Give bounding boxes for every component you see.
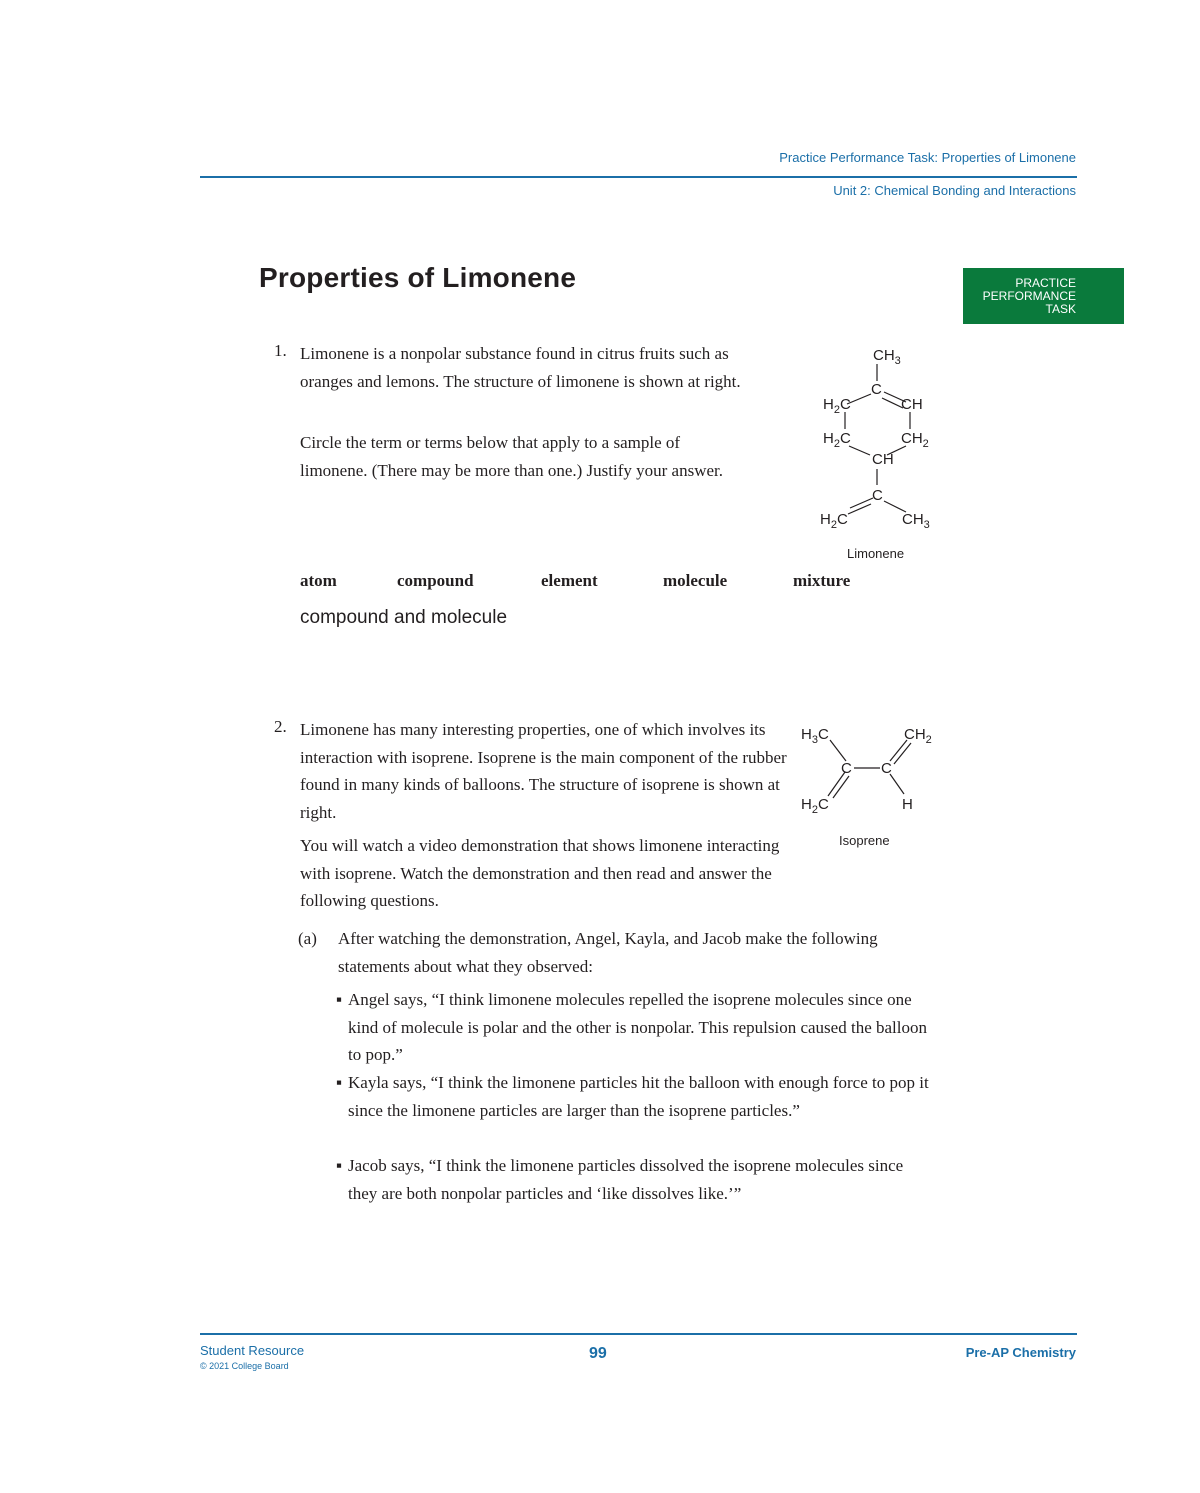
atom-h3c: $H_3C$ [801,726,829,746]
atom-ch2-right-lower: $CH_2$ [901,430,929,450]
isoprene-caption: Isoprene [839,833,890,848]
atom-c-right: C [881,760,892,777]
question-1-number: 1. [274,341,287,360]
page-title: Properties of Limonene [259,262,577,293]
limonene-structure-diagram [800,338,960,568]
atom-c-top: C [871,381,882,398]
question-2-number: 2. [274,717,287,736]
footer-divider [200,1333,1077,1335]
bullet-angel [336,986,936,1069]
bond-h2c-ch [849,446,870,455]
atom-h2c-lower: $H_2C$ [823,430,851,450]
header-divider [200,176,1077,178]
bullet-jacob-text: Jacob says, “I think the limonene particles dissolved the isoprene molecules since they are both nonpolar particles and ‘like dissolves like.’” [348,1156,904,1203]
bond-c-h2c-double-outer [848,504,871,514]
atom-h: H [902,796,913,813]
badge-line-2: PERFORMANCE [982,289,1076,303]
bond-h3c-c [830,740,846,761]
atom-h2c: $H_2C$ [801,796,829,816]
question-2-paragraph-1: Limonene has many interesting properties, one of which involves its interaction with isoprene. Isoprene is the main component of the rubber found in many kinds of balloons. The structure of isoprene is shown at right. [300,720,787,822]
term-mixture[interactable]: mixture [793,571,851,590]
part-a-label: (a) [298,929,317,948]
atom-ch3-top: $CH_3$ [873,347,901,367]
question-2-paragraph-2: You will watch a video demonstration that shows limonene interacting with isoprene. Watch the demonstration and then read and answer the following questions. [300,836,780,911]
bullet-kayla [336,1069,936,1124]
question-1-paragraph-2: Circle the term or terms below that apply to a sample of limonene. (There may be more than one.) Justify your answer. [300,433,723,480]
question-1-answer-field[interactable]: compound and molecule [300,607,508,628]
badge-line-1: PRACTICE [1015,276,1076,290]
term-atom[interactable]: atom [300,571,337,590]
atom-ch-bottom: CH [872,451,894,468]
bullet-jacob [336,1152,936,1207]
term-compound[interactable]: compound [397,571,474,590]
bullet-marker: ▪ [336,1073,343,1092]
footer-course-name: Pre-AP Chemistry [965,1345,1076,1360]
header-unit: Unit 2: Chemical Bonding and Interactions [833,183,1076,198]
bond-c-h2c-double-inner [833,776,849,798]
part-a-text: After watching the demonstration, Angel, Kayla, and Jacob make the following statements about what they observed: [338,929,878,976]
limonene-caption: Limonene [847,546,905,561]
atom-ch-right-upper: CH [901,396,923,413]
bullet-angel-text: Angel says, “I think limonene molecules repelled the isoprene molecules since one kind of molecule is polar and the other is nonpolar. This repulsion caused the balloon to pop.” [348,990,927,1065]
term-molecule[interactable]: molecule [663,571,728,590]
term-choices [300,571,880,597]
question-1-paragraph-1: Limonene is a nonpolar substance found in citrus fruits such as oranges and lemons. The structure of limonene is shown at right. [300,344,741,391]
badge-line-3: TASK [1045,302,1076,316]
bond-c-h [890,774,904,794]
practice-performance-task-badge [963,268,1124,324]
header-task-title: Practice Performance Task: Properties of Limonene [779,150,1076,165]
bullet-kayla-text: Kayla says, “I think the limonene particles hit the balloon with enough force to pop it since the limonene particles are larger than the isoprene particles.” [348,1073,929,1120]
footer-page-number: 99 [589,1345,607,1362]
footer-copyright: © 2021 College Board [200,1361,289,1371]
bond-c-h2c-double-inner [850,498,873,508]
atom-c-left: C [841,760,852,777]
footer-student-resource: Student Resource [200,1343,305,1358]
atom-ch2: $CH_2$ [904,726,932,746]
isoprene-structure-diagram [790,716,950,856]
bullet-marker: ▪ [336,1156,343,1175]
atom-ch3-bottom: $CH_3$ [902,511,930,531]
term-element[interactable]: element [541,571,598,590]
atom-c-lower: C [872,487,883,504]
atom-h2c-bottom: $H_2C$ [820,511,848,531]
bullet-marker: ▪ [336,990,343,1009]
atom-h2c-upper: $H_2C$ [823,396,851,416]
